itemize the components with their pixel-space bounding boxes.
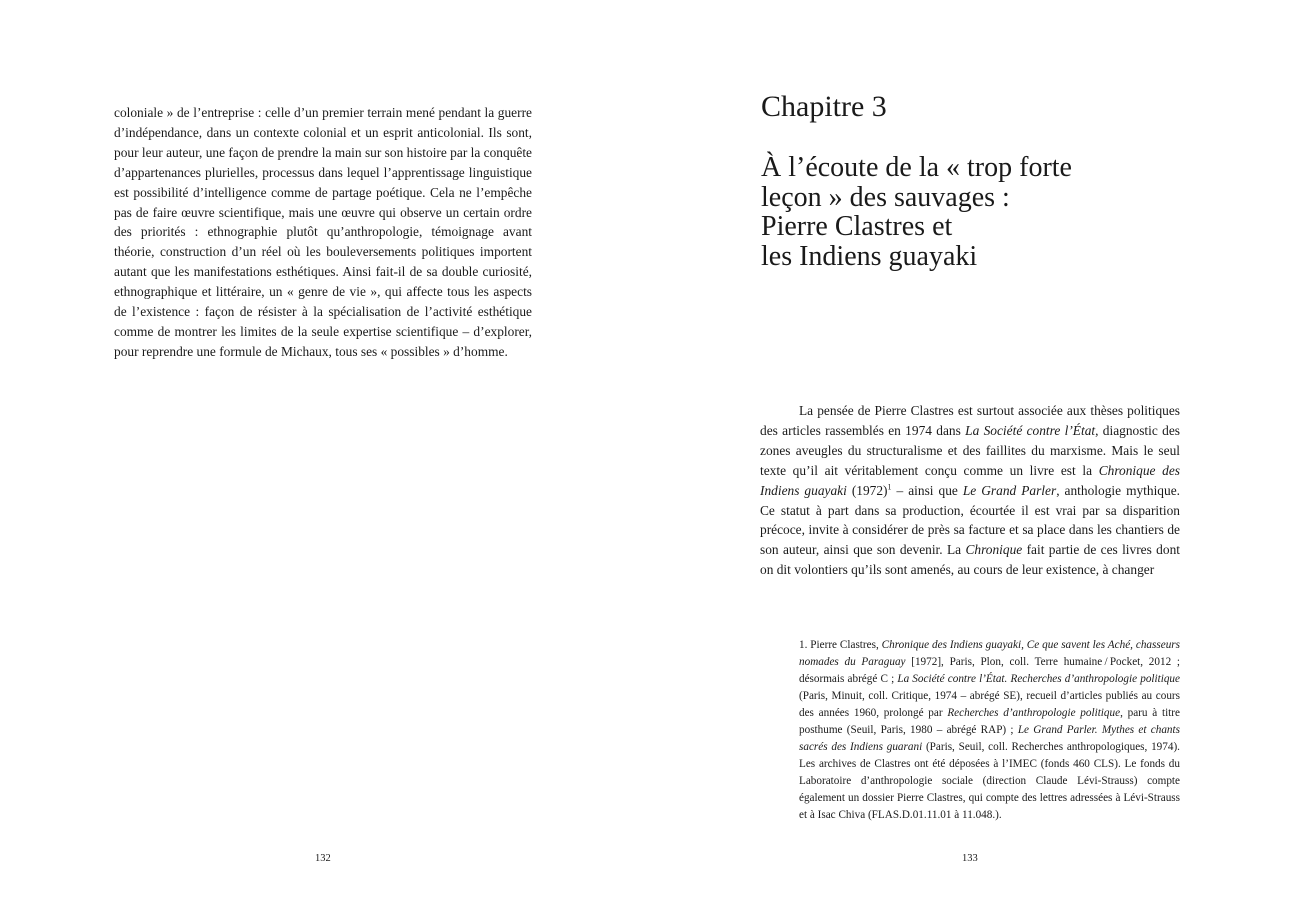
chapter-label: Chapitre 3 [761,90,887,123]
text-run: (Paris, Seuil, coll. Recherches anthropologiques, 1974). Les archives de Clastres ont été déposées à l’IMEC (fonds 460 CLS). Le fonds du Laboratoire d’anthropologie sociale (direction Claude Lévi-Strauss) compte également un dossier Pierre Clastres, qui compte des lettres adressées à Lévi-Strauss et à Isac Chiva (FLAS.D.01.11.01 à 11.048.). [799,741,1180,821]
text-run: 1. Pierre Clastres, [799,639,882,651]
right-body-text [760,401,1180,580]
page-number-left: 132 [315,853,331,864]
text-run: La pensée de Pierre Clastres est surtout associée aux thèses politiques des articles rassemblés en 1974 dans [760,403,1180,438]
chapter-title-line: Pierre Clastres et [761,211,953,242]
text-run: fait partie de ces livres dont on dit volontiers qu’ils sont amenés, au cours de leur existence, à changer [760,542,1180,578]
text-run: [1972], Paris, Plon, coll. Terre humaine / Pocket, 2012 ; désormais abrégé C ; [799,656,1180,685]
text-run: – ainsi que [891,482,963,498]
book-title-italic: Chronique des Indiens guayaki [760,462,1180,498]
text-run: , diagnostic des zones aveugles du structuralisme et des faillites du marxisme. Mais le seul texte qu’il ait véritablement conçu comme un livre est la [760,422,1180,478]
book-title-italic: La Société contre l’État. Recherches d’anthropologie politique [897,673,1180,685]
left-paragraph: coloniale » de l’entreprise : celle d’un premier terrain mené pendant la guerre d’indépendance, dans un contexte colonial et un esprit anticolonial. Ils sont, pour leur auteur, une façon de prendre la main sur son histoire par la conquête d’appartenances plurielles, processus dans lequel l’apprentissage linguistique est possibilité d’intelligence comme de partage poétique. Cela ne l’empêche pas de faire œuvre scientifique, mais une œuvre qui observe un certain ordre des priorités : ethnographie plutôt qu’anthropologie, témoignage avant théorie, construction d’un réel où les bouleversements politiques importent autant que les manifestations esthétiques. Ainsi fait-il de sa double curiosité, ethnographique et littéraire, un « genre de vie », qui affecte tous les aspects de l’existence : façon de résister à la spécialisation de l’activité esthétique comme de montrer les limites de la seule expertise scientifique – d’explorer, pour reprendre une formule de Michaux, tous ses « possibles » d’homme. [114,105,532,359]
text-run: , paru à titre posthume (Seuil, Paris, 1980 – abrégé RAP) ; [799,707,1180,736]
chapter-title-line: les Indiens guayaki [761,240,978,272]
book-title-italic: Chronique des Indiens guayaki, Ce que savent les Aché, chasseurs nomades du Paraguay [799,639,1180,668]
right-paragraph [760,401,1180,580]
book-title-italic: Le Grand Parler [962,482,1057,498]
left-page [0,0,646,913]
page-number-right: 133 [962,853,978,864]
text-run: (1972) [846,482,888,498]
right-page [646,0,1293,913]
left-body-text [114,103,532,362]
book-title-italic: Le Grand Parler. Mythes et chants sacrés des Indiens guarani [799,724,1180,753]
chapter-title-line: À l’écoute de la « trop forte [761,152,1072,183]
text-run: , anthologie mythique. Ce statut à part dans sa production, écourtée il est vrai par sa disparition précoce, invite à considérer de près sa facture et sa place dans les chantiers de son auteur, ainsi que son devenir. La [760,482,1180,558]
chapter-title-line: leçon » des sauvages : [761,181,1010,213]
chapter-title [761,153,1181,271]
footnote [799,637,1180,824]
book-title-italic: Recherches d’anthropologie politique [947,707,1121,719]
book-title-italic: Chronique [965,542,1023,558]
footnote-reference[interactable]: 1 [887,482,892,492]
book-title-italic: La Société contre l’État [965,422,1096,438]
text-run: (Paris, Minuit, coll. Critique, 1974 – abrégé SE), recueil d’articles publiés au cours des années 1960, prolongé par [799,690,1180,719]
